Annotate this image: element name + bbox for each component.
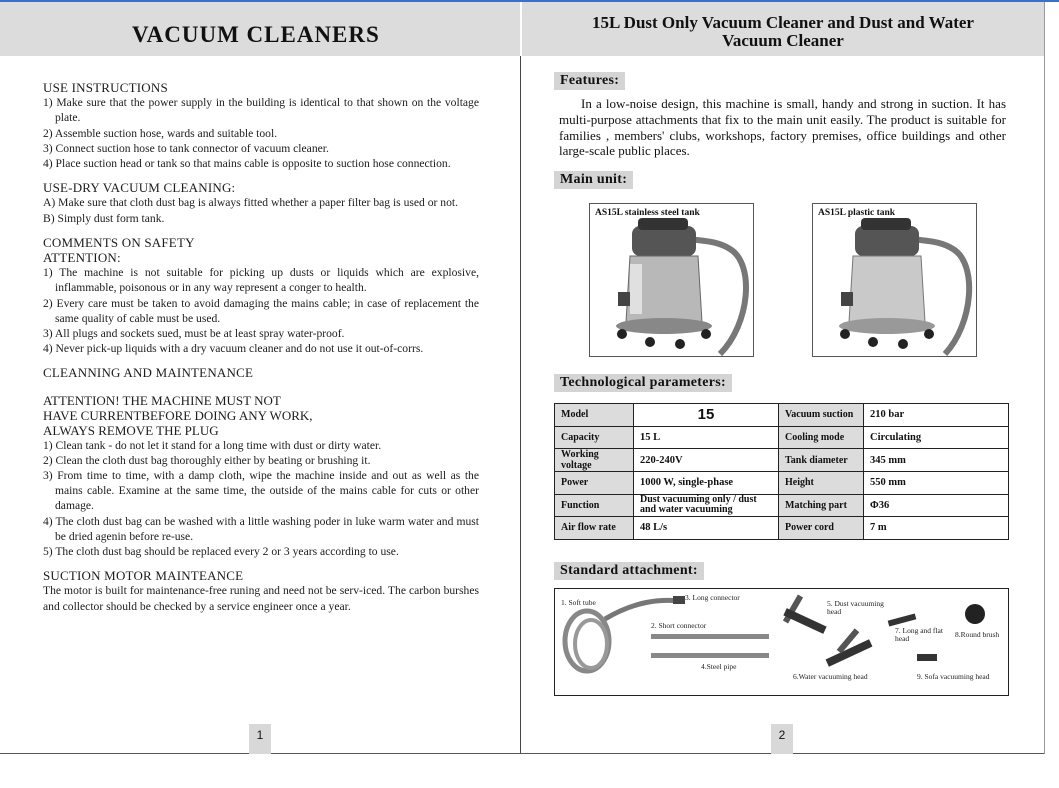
param-label: Tank diameter: [779, 449, 864, 472]
list-item: 4) Never pick-up liquids with a dry vacuum cleaner and do not use it out-of-corrs.: [43, 342, 424, 356]
right-header-line-2: Vacuum Cleaner: [722, 31, 844, 50]
param-value: 1000 W, single-phase: [634, 472, 779, 495]
table-row: [555, 517, 1009, 540]
features-text: In a low-noise design, this machine is small, handy and strong in suction. It has multi-purpose attachments that fix to the main unit easily. The product is suitable for families , members' clubs, workshops, factory premises, office buildings and other large-scale public places.: [559, 96, 1006, 159]
left-header-title: VACUUM CLEANERS: [132, 22, 380, 47]
list-item: 2) Assemble suction hose, wards and suitable tool.: [43, 126, 278, 140]
list-item: 4) Place suction head or tank so that mains cable is opposite to suction hose connection.: [43, 157, 451, 171]
param-value: Dust vacuuming only / dust and water vacuuming: [634, 494, 779, 517]
param-value: 550 mm: [864, 472, 1009, 495]
warning-line: ATTENTION! THE MACHINE MUST NOT: [43, 392, 281, 408]
list-item: 4) The cloth dust bag can be washed with a little washing poder in luke warm water and must be dried agenin before re-use.: [43, 514, 479, 543]
param-value: 220-240V: [634, 449, 779, 472]
list-item: 3) Connect suction hose to tank connector of vacuum cleaner.: [43, 141, 329, 155]
param-label: Power: [555, 472, 634, 495]
photo-caption: AS15L stainless steel tank: [595, 208, 700, 218]
param-label: Capacity: [555, 426, 634, 449]
product-photo-plastic: [812, 203, 977, 357]
param-label: Air flow rate: [555, 517, 634, 540]
maintenance-section: [43, 365, 479, 559]
vacuum-cleaner-illustration: [590, 204, 753, 356]
list-item: 2) Every care must be taken to avoid damaging the mains cable; in case of replacement the same quality of cable must be used.: [43, 296, 479, 325]
warning-line: HAVE CURRENTBEFORE DOING ANY WORK,: [43, 407, 313, 423]
param-label: Cooling mode: [779, 426, 864, 449]
table-row: [555, 472, 1009, 495]
section-title: USE-DRY VACUUM CLEANING:: [43, 180, 236, 196]
use-instructions-section: [43, 80, 479, 171]
safety-section: [43, 235, 479, 357]
list-item: 3) All plugs and sockets sued, must be at least spray water-proof.: [43, 327, 345, 341]
attachment-label: 1. Soft tube: [561, 598, 596, 607]
features-heading: Features:: [554, 72, 625, 90]
list-item: 1) Make sure that the power supply in the building is identical to that shown on the voltage plate.: [43, 96, 479, 125]
right-page-header: [522, 2, 1044, 56]
photo-caption: AS15L plastic tank: [818, 208, 896, 218]
right-header-title: [522, 14, 1044, 50]
tech-params-table: [554, 403, 1009, 540]
page-bottom-line: [0, 753, 1044, 754]
attachment-label: 5. Dust vacuuming head: [827, 599, 884, 616]
left-page-content: [43, 80, 479, 614]
table-row: [555, 426, 1009, 449]
right-header-line-1: 15L Dust Only Vacuum Cleaner and Dust and Water: [592, 13, 974, 32]
param-label: Matching part: [779, 494, 864, 517]
list-item: 5) The cloth dust bag should be replaced every 2 or 3 years according to use.: [43, 545, 399, 559]
attachment-label: 3. Long connector: [685, 593, 740, 602]
section-title: SUCTION MOTOR MAINTEANCE: [43, 568, 244, 584]
motor-text: The motor is built for maintenance-free runing and need not be serv-iced. The carbon burshes and collector should be checked by a service engineer once a year.: [43, 584, 479, 613]
warning-line: ALWAYS REMOVE THE PLUG: [43, 422, 219, 438]
param-label: Power cord: [779, 517, 864, 540]
table-row: [555, 449, 1009, 472]
use-dry-section: [43, 180, 479, 226]
param-value: Φ36: [864, 494, 1009, 517]
attachment-label: 9. Sofa vacuuming head: [917, 672, 990, 681]
param-value: 48 L/s: [634, 517, 779, 540]
table-row: [555, 404, 1009, 427]
motor-section: [43, 568, 479, 614]
product-photo-stainless: [589, 203, 754, 357]
param-value: Circulating: [864, 426, 1009, 449]
list-item: B) Simply dust form tank.: [43, 211, 165, 225]
param-value: 345 mm: [864, 449, 1009, 472]
param-value: 210 bar: [864, 404, 1009, 427]
attachment-label: 4.Steel pipe: [701, 662, 737, 671]
attachment-label: 7. Long and flat head: [895, 626, 943, 643]
list-item: A) Make sure that cloth dust bag is always fitted whether a paper filter bag is used or not.: [43, 196, 459, 210]
param-label: Vacuum suction: [779, 404, 864, 427]
param-value: 7 m: [864, 517, 1009, 540]
page-number: 2: [771, 724, 793, 754]
list-item: 1) Clean tank - do not let it stand for a long time with dust or dirty water.: [43, 438, 382, 452]
section-title: COMMENTS ON SAFETY: [43, 234, 195, 250]
attachment-label: 2. Short connector: [651, 621, 707, 630]
param-label: Height: [779, 472, 864, 495]
page-right-edge: [1044, 2, 1045, 754]
attachment-diagram: [554, 588, 1009, 696]
page-divider: [520, 56, 521, 754]
vacuum-cleaner-illustration: [813, 204, 976, 356]
tech-params-heading: Technological parameters:: [554, 374, 732, 392]
main-unit-heading: Main unit:: [554, 171, 633, 189]
section-title: CLEANNING AND MAINTENANCE: [43, 365, 254, 381]
page-number: 1: [249, 724, 271, 754]
param-value: 15: [634, 404, 779, 427]
section-subtitle: ATTENTION:: [43, 250, 121, 266]
list-item: 1) The machine is not suitable for picking up dusts or liquids which are explosive, inflammable, poisonous or in any way represent a conger to health.: [43, 266, 479, 295]
param-value: 15 L: [634, 426, 779, 449]
table-row: [555, 494, 1009, 517]
attachment-label: 8.Round brush: [955, 630, 1000, 639]
list-item: 3) From time to time, with a damp cloth, wipe the machine inside and out as well as the mains cable. Examine at the same time, the outside of the mains cable for cuts or other damage.: [43, 469, 479, 513]
param-label: Function: [555, 494, 634, 517]
section-title: USE INSTRUCTIONS: [43, 80, 168, 95]
left-page-header: [0, 2, 520, 56]
param-label: Model: [555, 404, 634, 427]
attachment-label: 6.Water vacuuming head: [793, 672, 868, 681]
param-label: Working voltage: [555, 449, 634, 472]
attachment-heading: Standard attachment:: [554, 562, 704, 580]
list-item: 2) Clean the cloth dust bag thoroughly either by beating or brushing it.: [43, 453, 371, 467]
